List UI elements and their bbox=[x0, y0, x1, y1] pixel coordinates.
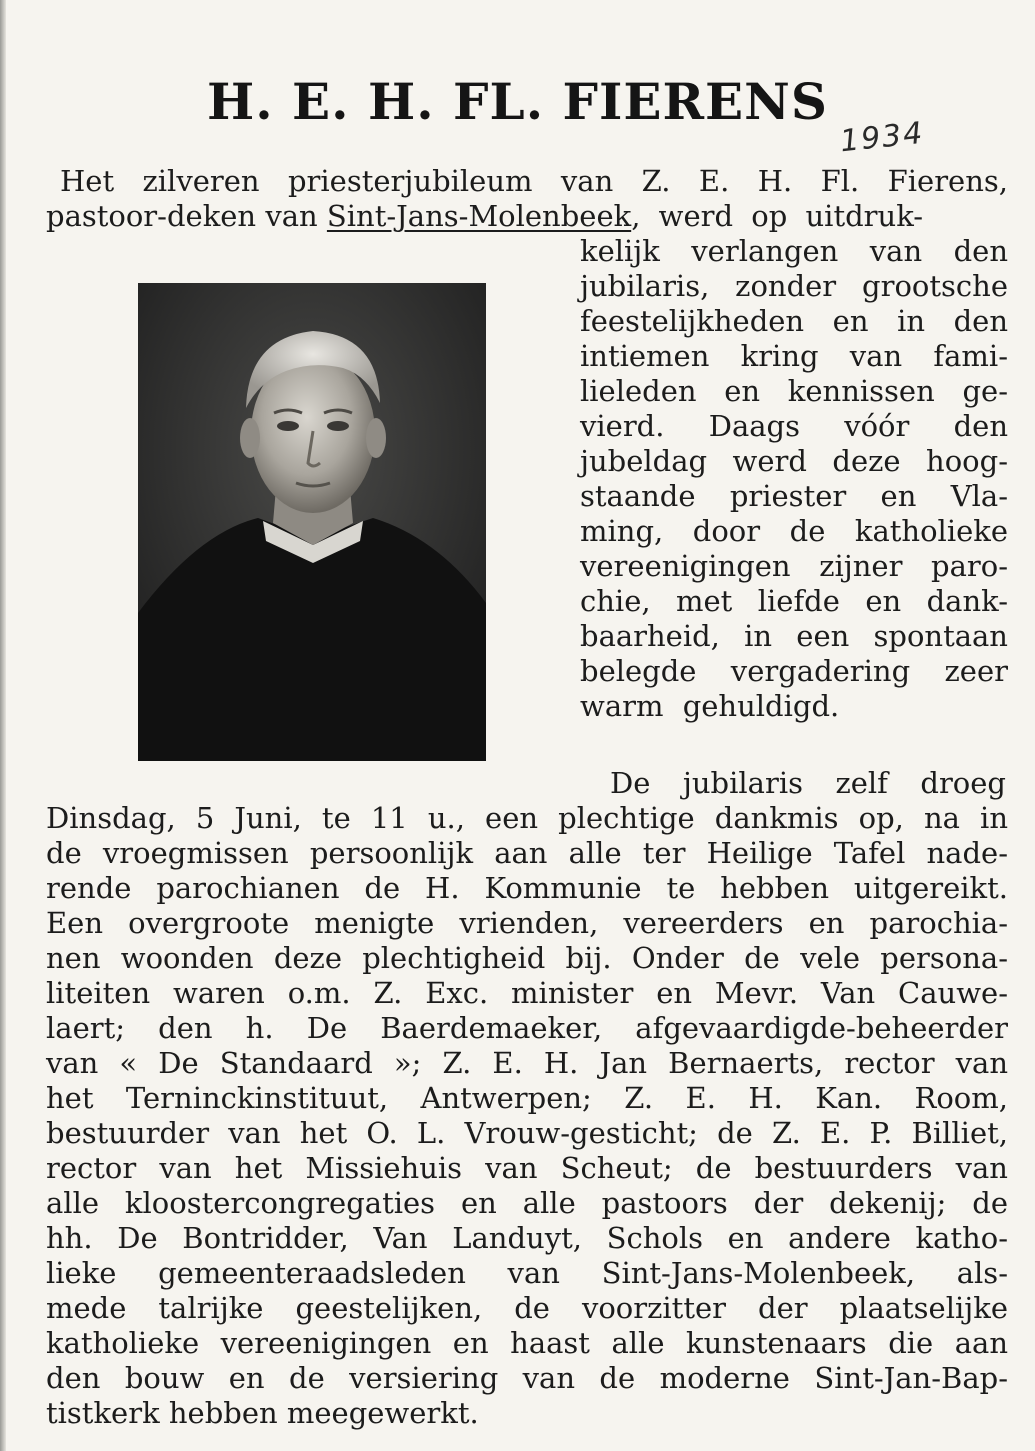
paragraph-line: belegde vergadering zeer bbox=[580, 654, 1008, 688]
paragraph-line: chie, met liefde en dank- bbox=[580, 584, 1008, 618]
portrait-illustration bbox=[138, 283, 486, 761]
portrait-photo bbox=[138, 283, 486, 761]
paragraph-line: van « De Standaard »; Z. E. H. Jan Bernaerts, rector van bbox=[46, 1046, 1008, 1080]
paragraph-line: vierd. Daags vóór den bbox=[580, 409, 1008, 443]
paragraph-line: ming, door de katholieke bbox=[580, 514, 1008, 548]
paragraph-line: lieke gemeenteraadsleden van Sint-Jans-Molenbeek, als- bbox=[46, 1256, 1008, 1290]
paragraph-line: bestuurder van het O. L. Vrouw-gesticht; de Z. E. P. Billiet, bbox=[46, 1116, 1008, 1150]
paragraph-line: intiemen kring van fami- bbox=[580, 339, 1008, 373]
paragraph-line: nen woonden deze plechtigheid bij. Onder de vele persona- bbox=[46, 941, 1008, 975]
paragraph-line: feestelijkheden en in den bbox=[580, 304, 1008, 338]
paragraph-line: rector van het Missiehuis van Scheut; de bestuurders van bbox=[46, 1151, 1008, 1185]
paragraph-line: Het zilveren priesterjubileum van Z. E. H. Fl. Fierens, bbox=[60, 164, 1008, 198]
paragraph-line: het Terninckinstituut, Antwerpen; Z. E. H. Kan. Room, bbox=[46, 1081, 1008, 1115]
paragraph-line: katholieke vereenigingen en haast alle kunstenaars die aan bbox=[46, 1326, 1008, 1360]
paragraph-line: warm gehuldigd. bbox=[580, 689, 840, 723]
handwritten-year-annotation: 1934 bbox=[838, 115, 926, 160]
paragraph-line: mede talrijke geestelijken, de voorzitter der plaatselijke bbox=[46, 1291, 1008, 1325]
paragraph-line: hh. De Bontridder, Van Landuyt, Schols en andere katho- bbox=[46, 1221, 1008, 1255]
paragraph-line: liteiten waren o.m. Z. Exc. minister en Mevr. Van Cauwe- bbox=[46, 976, 1008, 1010]
paragraph-line: lieleden en kennissen ge- bbox=[580, 374, 1008, 408]
article-title: H. E. H. FL. FIERENS bbox=[207, 72, 828, 131]
paragraph-line bbox=[46, 199, 1008, 234]
text-fragment: , werd op uitdruk- bbox=[631, 199, 924, 233]
paragraph-line: den bouw en de versiering van de moderne Sint-Jan-Bap- bbox=[46, 1361, 1008, 1395]
paragraph-line: jubilaris, zonder grootsche bbox=[580, 269, 1008, 303]
paragraph-line: staande priester en Vla- bbox=[580, 479, 1008, 513]
paragraph-line: Dinsdag, 5 Juni, te 11 u., een plechtige dankmis op, na in bbox=[46, 801, 1008, 835]
paragraph-line: de vroegmissen persoonlijk aan alle ter Heilige Tafel nade- bbox=[46, 836, 1008, 870]
paragraph-line: alle kloostercongregaties en alle pastoors der dekenij; de bbox=[46, 1186, 1008, 1220]
text-fragment: pastoor-deken van bbox=[46, 199, 327, 233]
paragraph-line: kelijk verlangen van den bbox=[580, 234, 1008, 268]
paragraph-line: baarheid, in een spontaan bbox=[580, 619, 1008, 653]
paragraph-line: laert; den h. De Baerdemaeker, afgevaardigde-beheerder bbox=[46, 1011, 1008, 1045]
paragraph-line: rende parochianen de H. Kommunie te hebben uitgereikt. bbox=[46, 871, 1008, 905]
paragraph-line: jubeldag werd deze hoog- bbox=[580, 444, 1008, 478]
paragraph-line: De jubilaris zelf droeg bbox=[610, 766, 1006, 800]
paragraph-line: tistkerk hebben meegewerkt. bbox=[46, 1396, 479, 1430]
underlined-place-name: Sint-Jans-Molenbeek bbox=[326, 199, 632, 233]
paragraph-line: Een overgroote menigte vrienden, vereerders en parochia- bbox=[46, 906, 1008, 940]
paragraph-line: vereenigingen zijner paro- bbox=[580, 549, 1008, 583]
scan-edge bbox=[0, 0, 6, 1451]
